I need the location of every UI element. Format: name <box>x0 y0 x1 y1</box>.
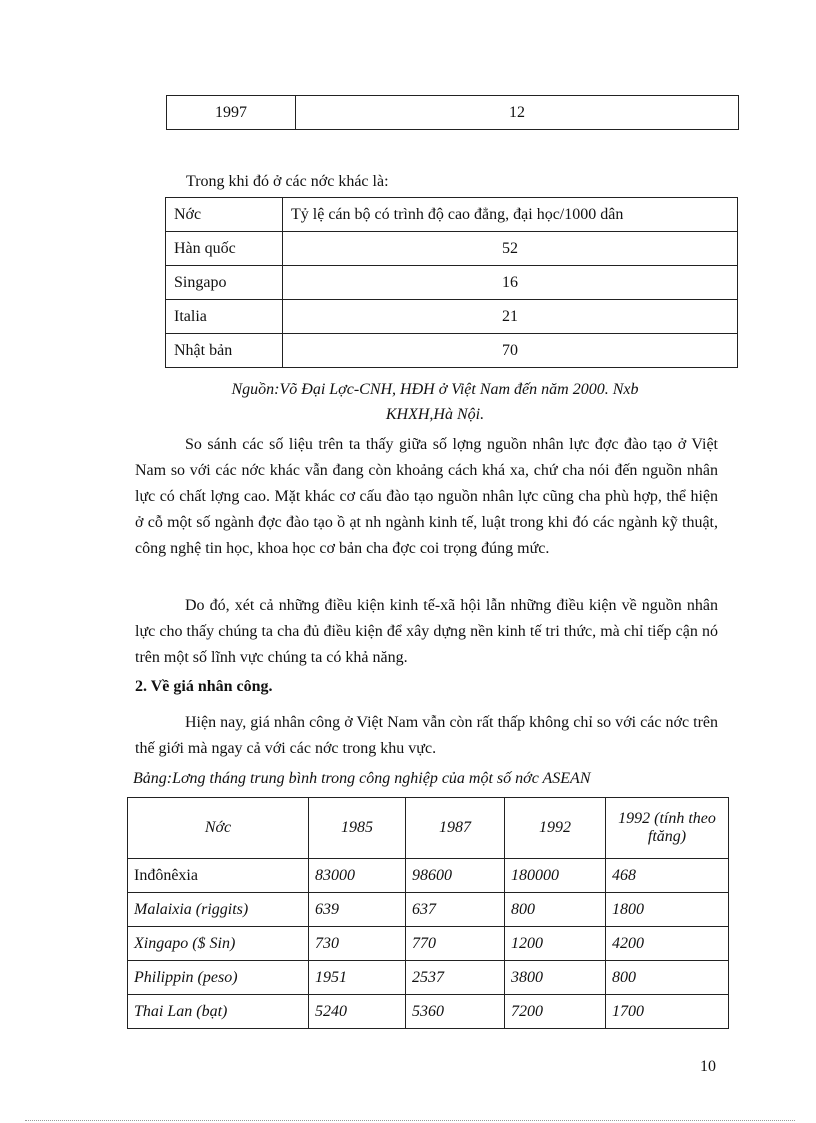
header-cell: Tỷ lệ cán bộ có trình độ cao đẳng, đại học/1000 dân <box>283 198 738 232</box>
paragraph-text: Do đó, xét cả những điều kiện kinh tế-xã hội lẫn những điều kiện về nguồn nhân lực cho thấy chúng ta cha đủ điều kiện để xây dựng nền kinh tế tri thức, mà chỉ tiếp cận nó trên một số lĩnh vực chúng ta có khả năng. <box>135 597 718 666</box>
paragraph-text: So sánh các số liệu trên ta thấy giữa số lợng nguồn nhân lực đợc đào tạo ở Việt Nam so với các nớc khác vẫn đang còn khoảng cách khá xa, chứ cha nói đến nguồn nhân lực có chất lợng cao. Mặt khác cơ cấu đào tạo nguồn nhân lực cũng cha phù hợp, thể hiện ở cỗ một số ngành đợc đào tạo ồ ạt nh ngành kinh tế, luật trong khi đó các ngành kỹ thuật, công nghệ tin học, khoa học cơ bản cha đợc coi trọng đúng mức. <box>135 436 718 557</box>
value-cell: 98600 <box>406 859 505 893</box>
country-cell: Inđônêxia <box>128 859 309 893</box>
country-cell: Malaixia (riggits) <box>128 893 309 927</box>
table-row <box>128 859 729 893</box>
value-cell: 1951 <box>309 961 406 995</box>
value-cell: 1800 <box>606 893 729 927</box>
source-line: Nguồn:Võ Đại Lợc-CNH, HĐH ở Việt Nam đến năm 2000. Nxb <box>231 381 639 398</box>
value-cell: 1200 <box>505 927 606 961</box>
table-row <box>128 995 729 1029</box>
value-cell: 800 <box>505 893 606 927</box>
value-cell: 52 <box>283 232 738 266</box>
page-number: 10 <box>700 1058 716 1075</box>
paragraph <box>135 432 718 562</box>
country-cell: Philippin (peso) <box>128 961 309 995</box>
year-cell: 1997 <box>167 96 296 130</box>
table-header-row <box>166 198 738 232</box>
source-line: KHXH,Hà Nội. <box>385 406 485 423</box>
wage-table <box>127 797 729 1029</box>
section-heading: 2. Về giá nhân công. <box>135 678 273 695</box>
header-cell: 1987 <box>406 798 505 859</box>
paragraph <box>135 593 718 671</box>
value-cell: 5240 <box>309 995 406 1029</box>
value-cell: 3800 <box>505 961 606 995</box>
table-row <box>166 266 738 300</box>
country-cell: Thai Lan (bạt) <box>128 995 309 1029</box>
header-cell: 1992 (tính theo ftăng) <box>606 798 729 859</box>
country-cell: Hàn quốc <box>166 232 283 266</box>
country-table <box>165 197 738 368</box>
country-cell: Italia <box>166 300 283 334</box>
source-citation <box>130 377 740 427</box>
header-cell: 1985 <box>309 798 406 859</box>
table-row <box>166 300 738 334</box>
value-cell: 800 <box>606 961 729 995</box>
value-cell: 12 <box>296 96 739 130</box>
value-cell: 468 <box>606 859 729 893</box>
value-cell: 730 <box>309 927 406 961</box>
table-row <box>128 893 729 927</box>
value-cell: 4200 <box>606 927 729 961</box>
value-cell: 180000 <box>505 859 606 893</box>
header-cell: 1992 <box>505 798 606 859</box>
year-table <box>166 95 739 130</box>
table-row <box>128 927 729 961</box>
table-caption: Bảng:Lơng tháng trung bình trong công nghiệp của một số nớc ASEAN <box>133 770 591 787</box>
value-cell: 21 <box>283 300 738 334</box>
header-cell: Nớc <box>128 798 309 859</box>
value-cell: 637 <box>406 893 505 927</box>
value-cell: 2537 <box>406 961 505 995</box>
country-cell: Nhật bản <box>166 334 283 368</box>
footer-divider <box>25 1120 795 1121</box>
header-cell: Nớc <box>166 198 283 232</box>
value-cell: 70 <box>283 334 738 368</box>
value-cell: 7200 <box>505 995 606 1029</box>
table-row <box>166 334 738 368</box>
value-cell: 639 <box>309 893 406 927</box>
table-row <box>167 96 739 130</box>
value-cell: 1700 <box>606 995 729 1029</box>
value-cell: 5360 <box>406 995 505 1029</box>
value-cell: 770 <box>406 927 505 961</box>
intro-text: Trong khi đó ở các nớc khác là: <box>186 173 389 190</box>
value-cell: 16 <box>283 266 738 300</box>
table-row <box>166 232 738 266</box>
value-cell: 83000 <box>309 859 406 893</box>
table-header-row <box>128 798 729 859</box>
paragraph <box>135 710 718 762</box>
country-cell: Xingapo ($ Sin) <box>128 927 309 961</box>
country-cell: Singapo <box>166 266 283 300</box>
table-row <box>128 961 729 995</box>
paragraph-text: Hiện nay, giá nhân công ở Việt Nam vẫn còn rất thấp không chỉ so với các nớc trên thế giới mà ngay cả với các nớc trong khu vực. <box>135 714 718 757</box>
